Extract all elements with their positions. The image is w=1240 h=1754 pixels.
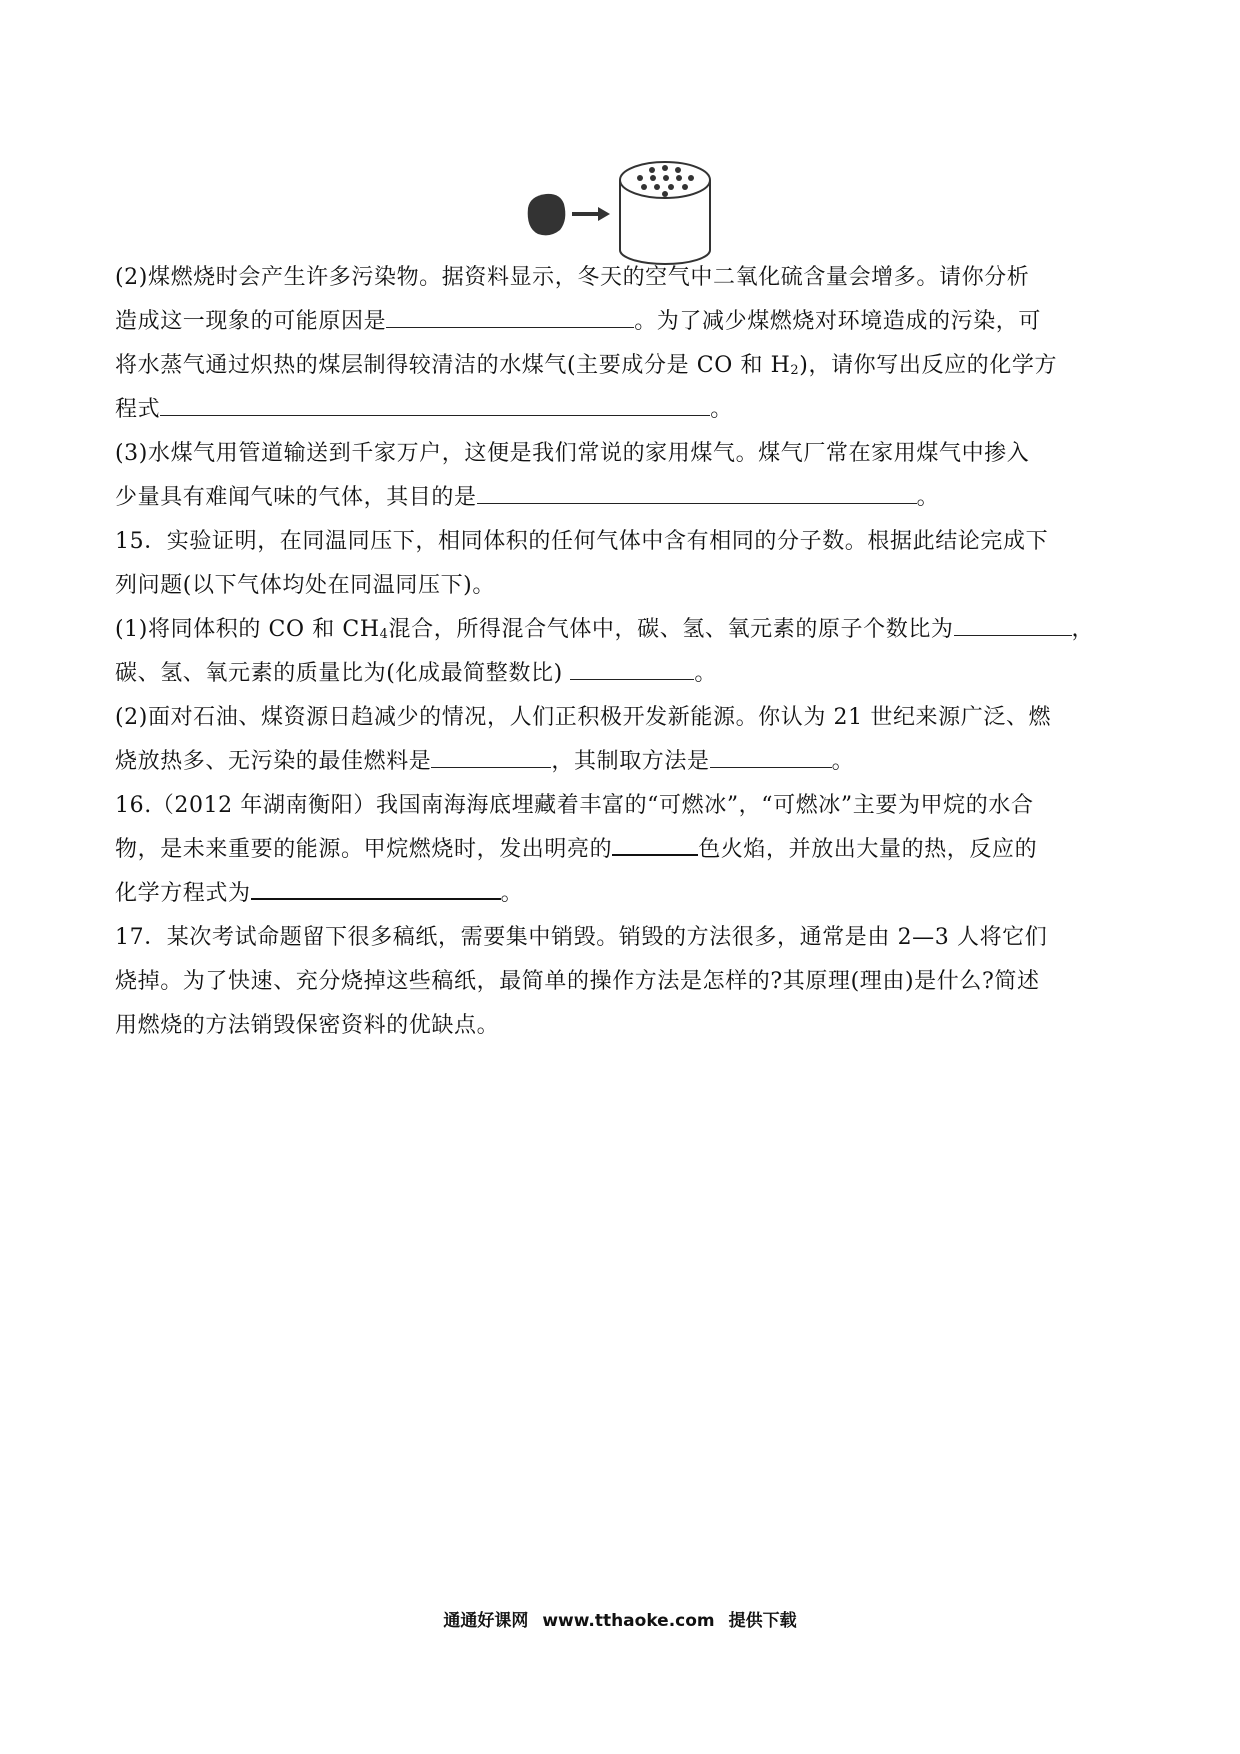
answer-blank[interactable] <box>251 876 501 900</box>
text: 烧放热多、无污染的最佳燃料是 <box>115 749 432 774</box>
answer-blank[interactable] <box>612 832 698 856</box>
q14-p2-line4 <box>115 390 1135 430</box>
text: ，其制取方法是 <box>551 749 710 774</box>
text: 。 <box>694 661 717 686</box>
text: 混合，所得混合气体中，碳、氢、氧元素的原子个数比为 <box>388 617 954 642</box>
text: 将水蒸气通过炽热的煤层制得较清洁的水煤气(主要成分是 CO 和 H <box>115 353 791 378</box>
text: (1)将同体积的 CO 和 CH <box>115 617 380 642</box>
q16-line2 <box>115 830 1135 870</box>
q16-line1: 16.（2012 年湖南衡阳）我国南海海底埋藏着丰富的“可燃冰”，“可燃冰”主要为甲烷的水合 <box>115 793 1034 818</box>
honeycomb-briquette-icon <box>620 162 710 264</box>
text: 碳、氢、氧元素的质量比为(化成最简整数比) <box>115 661 563 686</box>
q17-line2: 烧掉。为了快速、充分烧掉这些稿纸，最简单的操作方法是怎样的?其原理(理由)是什么?简述 <box>115 969 1040 994</box>
text: 化学方程式为 <box>115 881 251 906</box>
coal-lump-icon <box>528 194 566 235</box>
subscript: 4 <box>379 627 389 642</box>
q14-p3-line1: (3)水煤气用管道输送到千家万户，这便是我们常说的家用煤气。煤气厂常在家用煤气中掺入 <box>115 441 1030 466</box>
answer-blank[interactable] <box>954 613 1072 636</box>
text: )，请你写出反应的化学方 <box>799 353 1058 378</box>
text: ， <box>1071 617 1095 642</box>
answer-blank[interactable] <box>570 657 694 680</box>
text: 少量具有难闻气味的气体，其目的是 <box>115 485 477 510</box>
q14-p2-line1: (2)煤燃烧时会产生许多污染物。据资料显示，冬天的空气中二氧化硫含量会增多。请你分析 <box>115 265 1030 290</box>
q15-p1-line2 <box>115 654 1135 694</box>
text: 。 <box>831 749 855 774</box>
text: 色火焰，并放出大量的热，反应的 <box>698 837 1038 862</box>
text: 物，是未来重要的能源。甲烷燃烧时，发出明亮的 <box>115 837 613 862</box>
footer-site-name: 通通好课网 <box>443 1611 529 1631</box>
text: 。 <box>916 485 940 510</box>
footer-suffix: 提供下载 <box>728 1611 797 1631</box>
answer-blank[interactable] <box>160 393 710 416</box>
text: 造成这一现象的可能原因是 <box>115 309 387 334</box>
q15-line1: 15．实验证明，在同温同压下，相同体积的任何气体中含有相同的分子数。根据此结论完成下 <box>115 529 1049 554</box>
q15-p2-line2 <box>115 742 1135 782</box>
q17-line3: 用燃烧的方法销毁保密资料的优缺点。 <box>115 1013 500 1038</box>
q14-p2-line2 <box>115 302 1135 342</box>
q16-line3 <box>115 874 1135 914</box>
text: 程式 <box>115 397 161 422</box>
subscript: 2 <box>790 363 800 378</box>
q15-line2: 列问题(以下气体均处在同温同压下)。 <box>115 573 495 598</box>
answer-blank[interactable] <box>386 305 634 328</box>
footer-url-link[interactable]: www.tthaoke.com <box>542 1611 715 1631</box>
answer-blank[interactable] <box>710 745 832 768</box>
text: 。为了减少煤燃烧对环境造成的污染，可 <box>634 309 1042 334</box>
text: 。 <box>500 881 524 906</box>
page-footer <box>0 1606 1240 1631</box>
answer-blank[interactable] <box>477 481 917 504</box>
q15-p1-line1 <box>115 610 1135 655</box>
answer-blank[interactable] <box>431 745 551 768</box>
q14-p2-line3 <box>115 346 1135 391</box>
q14-p3-line2 <box>115 478 1135 518</box>
q15-p2-line1: (2)面对石油、煤资源日趋减少的情况，人们正积极开发新能源。你认为 21 世纪来源广泛、燃 <box>115 705 1052 730</box>
text: 。 <box>710 397 733 422</box>
q17-line1: 17．某次考试命题留下很多稿纸，需要集中销毁。销毁的方法很多，通常是由 2—3 人将它们 <box>115 925 1048 950</box>
